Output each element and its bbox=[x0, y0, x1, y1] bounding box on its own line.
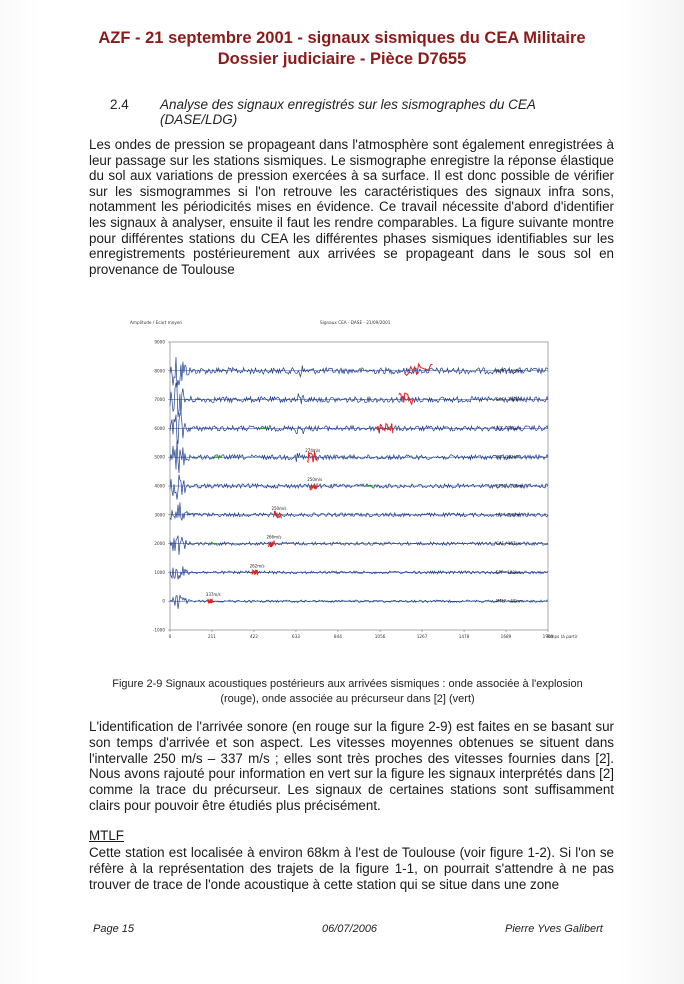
y-tick-label: 7000 bbox=[154, 397, 165, 403]
x-tick-label: 1267 bbox=[416, 634, 428, 639]
velocity-label: 250m/s bbox=[271, 505, 287, 511]
x-tick-label: 1900 bbox=[542, 634, 554, 639]
velocity-label: 337m/s bbox=[205, 592, 221, 598]
y-tick-label: 8000 bbox=[154, 368, 165, 374]
section-title-cont: (DASE/LDG) bbox=[160, 112, 238, 127]
footer-date: 06/07/2006 bbox=[322, 923, 378, 935]
station-label: MTLF - 68km bbox=[496, 598, 522, 604]
y-tick-label: 4000 bbox=[154, 483, 165, 489]
x-tick-label: 0 bbox=[168, 634, 172, 639]
velocity-label: 266m/s bbox=[266, 534, 282, 540]
figure-caption: Figure 2-9 Signaux acoustiques postérieurs aux arrivées sismiques : onde associée à l'explosion (rouge), onde associée au précurseur dans [2] (vert) bbox=[112, 678, 583, 705]
title-line-1: AZF - 21 septembre 2001 - signaux sismiques du CEA Militaire bbox=[98, 29, 586, 47]
station-label: EPF - 108km bbox=[496, 569, 522, 575]
trace-caf bbox=[170, 536, 548, 555]
station-label: MFF - 358km bbox=[496, 368, 522, 374]
y-tick-label: 5000 bbox=[154, 454, 165, 460]
trace-mtlf bbox=[170, 595, 548, 609]
x-tick-label: 844 bbox=[333, 634, 342, 639]
y-axis-label: Amplitude / Ecart moyen bbox=[130, 320, 183, 325]
trace-mff bbox=[170, 357, 548, 388]
y-tick-label: 2000 bbox=[154, 541, 165, 547]
seismogram-chart bbox=[108, 312, 578, 652]
chart-title: Signaux CEA - DASE - 21/09/2001 bbox=[320, 320, 391, 325]
station-label: CAF - 107km bbox=[496, 541, 522, 547]
station-label: TCF - 306km bbox=[496, 425, 522, 431]
intro-paragraph: Les ondes de pression se propageant dans l'atmosphère sont également enregistrées à leur passage sur les stations sismiques. Le sismographe enregistre la réponse élastique du sol aux variations de pression exercées à sa surface. Il est donc possible de vérifier sur les sismogrammes si l'on retrouve les caractéristiques des signaux infra sons, notamment les périodicités mises en évidence. Ce travail nécessite d'abord d'identifier les signaux à analyser, ensuite il faut les rendre comparables. La figure suivante montre pour différentes stations du CEA les différentes phases sismiques identifiables sur les enregistrements postérieurement aux arrivées se propageant dans le sous sol en provenance de Toulouse bbox=[89, 137, 614, 277]
station-label: BGF - 348km bbox=[496, 397, 522, 403]
y-tick-label: 3000 bbox=[154, 512, 165, 518]
velocity-label: 262m/s bbox=[249, 563, 265, 569]
x-tick-label: 1689 bbox=[500, 634, 512, 639]
x-tick-label: 1056 bbox=[374, 634, 386, 639]
station-label: ETSF - 178km bbox=[496, 483, 524, 489]
seismogram-figure bbox=[108, 312, 578, 652]
y-tick-label: 0 bbox=[162, 598, 165, 604]
trace-bgf bbox=[170, 383, 548, 417]
velocity-label: 250m/s bbox=[307, 477, 323, 482]
explosion-arrival bbox=[269, 541, 276, 548]
trace-lff bbox=[170, 502, 548, 520]
footer-page: Page 15 bbox=[93, 923, 134, 935]
x-tick-label: 211 bbox=[207, 634, 216, 639]
section-heading bbox=[110, 97, 630, 127]
y-tick-label: -1000 bbox=[152, 627, 165, 633]
footer-author: Pierre Yves Galibert bbox=[505, 923, 603, 935]
x-tick-label: 1478 bbox=[458, 634, 470, 639]
explosion-arrival bbox=[252, 570, 258, 575]
y-tick-label: 9000 bbox=[154, 339, 165, 345]
mtlf-paragraph: Cette station est localisée à environ 68km à l'est de Toulouse (voir figure 1-2). Si l'on se réfère à la représentation des trajets de la figure 1-1, on pourrait s'attendre à ne pas trouver de trace de l'onde acoustique à cette station qui se situe dans une zone bbox=[89, 845, 614, 892]
title-line-2: Dossier judiciaire - Pièce D7655 bbox=[217, 50, 467, 68]
velocity-label: 274m/s bbox=[305, 448, 321, 454]
document-title bbox=[0, 28, 684, 70]
trace-sjf bbox=[170, 441, 548, 473]
station-label: SJF - 181km bbox=[496, 454, 520, 460]
trace-etsf bbox=[170, 475, 548, 500]
x-tick-label: 633 bbox=[291, 634, 300, 639]
identification-paragraph: L'identification de l'arrivée sonore (en rouge sur la figure 2-9) est faites en se basant sur son temps d'arrivée et son aspect. Les vitesses moyennes obtenues se situent dans l'intervalle 250 m/s – 337 m/s ; elles sont très proches des vitesses fournies dans [2]. Nous avons rajouté pour information en vert sur la figure les signaux interprétés dans [2] comme la trace du précurseur. Les signaux de certaines stations sont suffisamment clairs pour pouvoir être étudiés plus précisément. bbox=[89, 719, 614, 813]
x-axis-label: Temps (à partir bbox=[546, 634, 578, 639]
trace-epf bbox=[170, 566, 548, 579]
section-title: Analyse des signaux enregistrés sur les sismographes du CEA bbox=[160, 97, 536, 112]
station-label: LFF - 128km bbox=[496, 512, 521, 518]
y-tick-label: 1000 bbox=[154, 569, 165, 575]
explosion-arrival bbox=[208, 599, 213, 604]
explosion-arrival bbox=[307, 452, 317, 462]
x-tick-label: 422 bbox=[249, 634, 258, 639]
mtlf-subheading: MTLF bbox=[89, 828, 124, 843]
y-tick-label: 6000 bbox=[154, 425, 165, 431]
section-number: 2.4 bbox=[110, 97, 129, 112]
